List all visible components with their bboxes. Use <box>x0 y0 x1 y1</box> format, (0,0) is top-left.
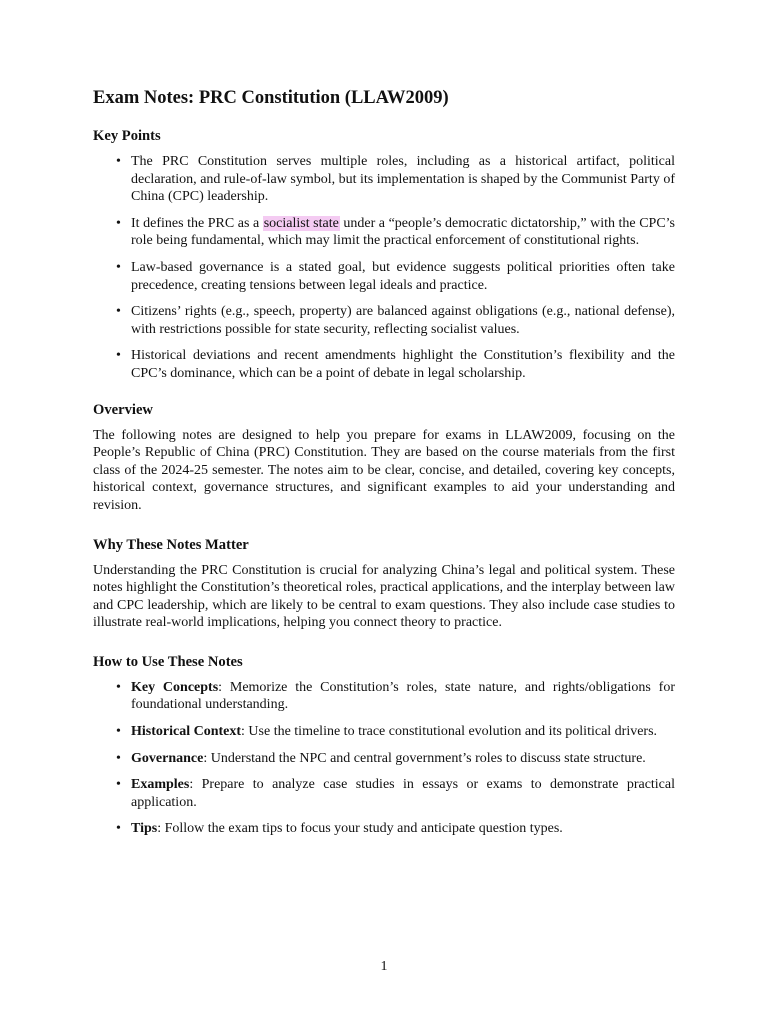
bullet-icon: • <box>116 215 121 231</box>
overview-paragraph: The following notes are designed to help you prepare for exams in LLAW2009, focusing on the People’s Republic of China (PRC) Constitution. They are based on the course materials from the first class of the 2024-25 semester. The notes aim to be clear, concise, and detailed, covering key concepts, historical context, governance structures, and significant examples to aid your understanding and revision. <box>93 427 675 513</box>
key-point-text: Citizens’ rights (e.g., speech, property) are balanced against obligations (e.g., national defense), with restrictions possible for state security, reflecting socialist values. <box>131 304 675 337</box>
how-item <box>93 776 675 811</box>
key-point-item <box>93 303 675 338</box>
how-item <box>93 723 675 741</box>
overview-heading: Overview <box>93 401 153 418</box>
bullet-icon: • <box>116 679 121 695</box>
how-heading: How to Use These Notes <box>93 653 243 670</box>
how-item-term: Tips <box>131 821 158 837</box>
bullet-icon: • <box>116 724 121 740</box>
bullet-icon: • <box>116 259 121 275</box>
how-item <box>93 750 675 768</box>
key-point-text-after: under a “people’s democratic dictatorship,” with the CPC’s role being fundamental, which may limit the practical enforcement of constitutional rights. <box>131 215 675 249</box>
key-points-heading: Key Points <box>93 128 161 144</box>
key-point-item <box>93 215 675 250</box>
document-title: Exam Notes: PRC Constitution (LLAW2009) <box>93 88 449 108</box>
how-item-text: : Use the timeline to trace constitutional evolution and its political drivers. <box>241 724 658 740</box>
bullet-icon: • <box>116 304 121 320</box>
how-list <box>93 679 675 838</box>
key-point-text: Law-based governance is a stated goal, but evidence suggests political priorities often take precedence, creating tensions between legal ideals and practice. <box>131 259 675 293</box>
how-item-term: Key Concepts <box>131 679 219 695</box>
key-point-item <box>93 259 675 294</box>
how-item-text: : Understand the NPC and central government’s roles to discuss state structure. <box>203 750 646 766</box>
page-number: 1 <box>380 959 388 974</box>
how-item <box>93 679 675 714</box>
how-item-text: : Memorize the Constitution’s roles, state nature, and rights/obligations for foundational understanding. <box>131 679 676 713</box>
key-point-text-before: It defines the PRC as a <box>131 215 263 231</box>
how-item-text: : Prepare to analyze case studies in essays or exams to demonstrate practical application. <box>131 777 675 810</box>
bullet-icon: • <box>116 750 121 766</box>
how-item-term: Governance <box>131 750 204 766</box>
why-heading: Why These Notes Matter <box>93 536 249 553</box>
how-item-term: Historical Context <box>131 724 242 740</box>
how-item-text: : Follow the exam tips to focus your study and anticipate question types. <box>157 821 563 837</box>
bullet-icon: • <box>116 154 121 169</box>
how-item-term: Examples <box>131 777 190 793</box>
key-points-list <box>93 153 675 383</box>
bullet-icon: • <box>116 777 121 793</box>
key-point-text: Historical deviations and recent amendments highlight the Constitution’s flexibility and the CPC’s dominance, which can be a point of debate in legal scholarship. <box>131 348 675 381</box>
how-item <box>93 820 675 838</box>
bullet-icon: • <box>116 821 121 837</box>
highlighted-term: socialist state <box>263 215 339 231</box>
document-page <box>93 86 675 856</box>
key-point-text: The PRC Constitution serves multiple roles, including as a historical artifact, political declaration, and rule-of-law symbol, but its implementation is shaped by the Communist Party of China (CPC) leadership. <box>131 154 675 205</box>
key-point-item <box>93 347 675 382</box>
key-point-item <box>93 153 675 206</box>
why-paragraph: Understanding the PRC Constitution is crucial for analyzing China’s legal and political system. These notes highlight the Constitution’s theoretical roles, practical applications, and the interplay between law and CPC leadership, which are likely to be central to exam questions. They also include case studies to illustrate real-world implications, helping you connect theory to practice. <box>93 562 675 631</box>
bullet-icon: • <box>116 348 121 364</box>
